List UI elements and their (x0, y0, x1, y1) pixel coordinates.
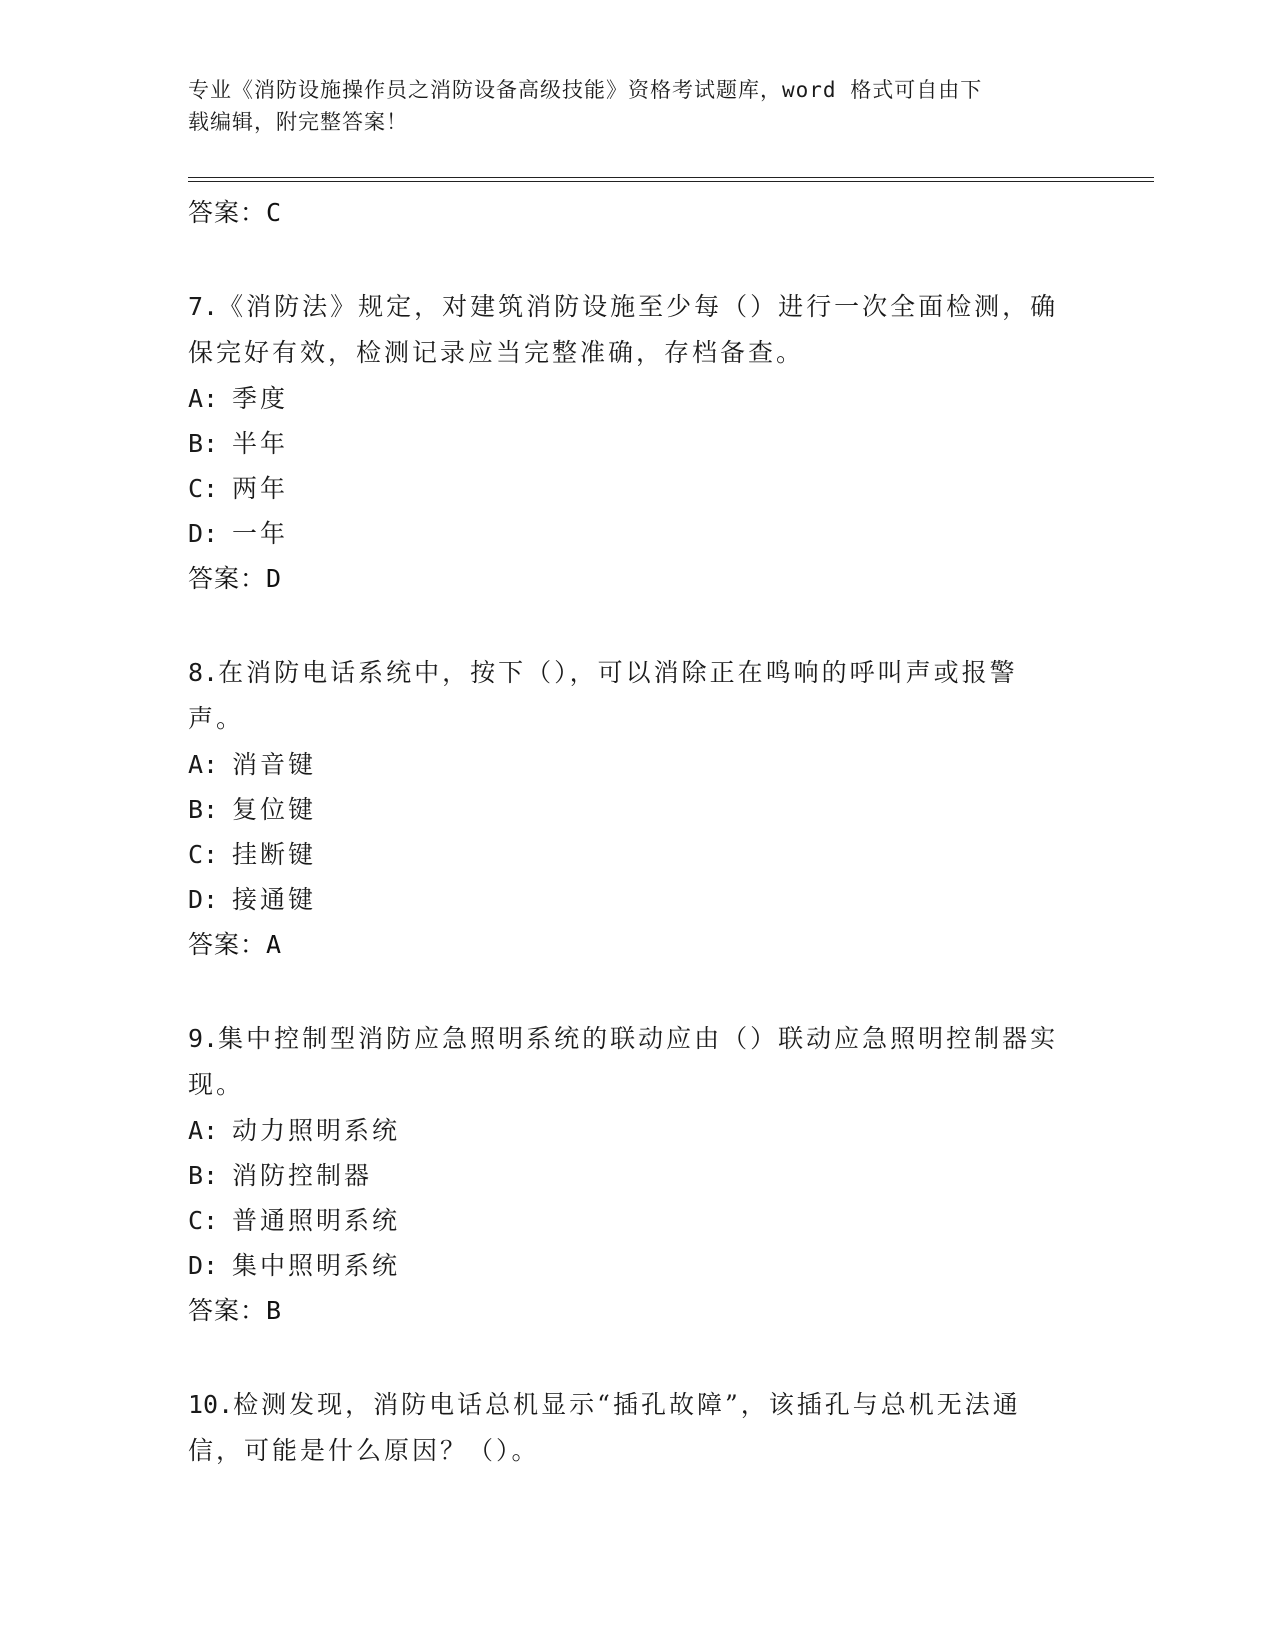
option-key: B: (188, 795, 219, 824)
answer-value: D (266, 564, 283, 593)
option-text: 挂断键 (232, 840, 317, 869)
question-text: 在消防电话系统中，按下（），可以消除正在鸣响的呼叫声或报警声。 (188, 658, 1018, 733)
option-text: 接通键 (232, 885, 317, 914)
answer-label: 答案： (188, 1296, 267, 1325)
answer-label: 答案： (188, 930, 267, 959)
option-b (188, 1153, 1068, 1198)
option-d (188, 511, 1068, 556)
option-text: 集中照明系统 (232, 1251, 401, 1280)
option-key: A: (188, 384, 219, 413)
option-b (188, 787, 1068, 832)
option-c (188, 466, 1068, 511)
header-divider-bottom (188, 181, 1154, 182)
question-number: 7. (188, 292, 219, 321)
option-text: 两年 (232, 474, 289, 503)
option-text: 半年 (232, 429, 289, 458)
option-key: B: (188, 429, 219, 458)
question-list (188, 190, 1068, 1474)
answer-value: C (266, 198, 283, 227)
option-text: 消防控制器 (232, 1161, 373, 1190)
answer-value: A (266, 930, 283, 959)
option-key: A: (188, 750, 219, 779)
answer-line-q6 (188, 190, 1068, 236)
answer-line-q8 (188, 922, 1068, 968)
option-key: B: (188, 1161, 219, 1190)
option-key: D: (188, 885, 219, 914)
header-line-2: 载编辑，附完整答案！ (188, 110, 408, 134)
option-key: D: (188, 519, 219, 548)
question-text: 集中控制型消防应急照明系统的联动应由（）联动应急照明控制器实现。 (188, 1024, 1059, 1099)
option-text: 季度 (232, 384, 289, 413)
header-line-1: 专业《消防设施操作员之消防设备高级技能》资格考试题库，word 格式可自由下 (188, 78, 983, 102)
question-text: 《消防法》规定，对建筑消防设施至少每（）进行一次全面检测，确保完好有效，检测记录应当完整准确，存档备查。 (188, 292, 1059, 367)
option-key: C: (188, 840, 219, 869)
question-text: 检测发现，消防电话总机显示“插孔故障”，该插孔与总机无法通信，可能是什么原因？（）。 (188, 1390, 1021, 1465)
option-text: 消音键 (232, 750, 317, 779)
answer-label: 答案： (188, 198, 267, 227)
option-key: D: (188, 1251, 219, 1280)
option-a (188, 742, 1068, 787)
option-text: 普通照明系统 (232, 1206, 401, 1235)
answer-line-q7 (188, 556, 1068, 602)
option-a (188, 376, 1068, 421)
option-a (188, 1108, 1068, 1153)
option-text: 一年 (232, 519, 289, 548)
option-text: 复位键 (232, 795, 317, 824)
option-d (188, 1243, 1068, 1288)
option-key: C: (188, 474, 219, 503)
question-10 (188, 1382, 1068, 1474)
header-divider-top (188, 177, 1154, 178)
option-d (188, 877, 1068, 922)
question-8 (188, 650, 1068, 742)
option-c (188, 832, 1068, 877)
question-7 (188, 284, 1068, 376)
question-9 (188, 1016, 1068, 1108)
question-number: 8. (188, 658, 219, 687)
question-number: 10. (188, 1390, 234, 1419)
answer-label: 答案： (188, 564, 267, 593)
answer-line-q9 (188, 1288, 1068, 1334)
answer-value: B (266, 1296, 283, 1325)
option-key: A: (188, 1116, 219, 1145)
option-b (188, 421, 1068, 466)
option-key: C: (188, 1206, 219, 1235)
document-header (188, 74, 1068, 138)
option-text: 动力照明系统 (232, 1116, 401, 1145)
option-c (188, 1198, 1068, 1243)
question-number: 9. (188, 1024, 219, 1053)
